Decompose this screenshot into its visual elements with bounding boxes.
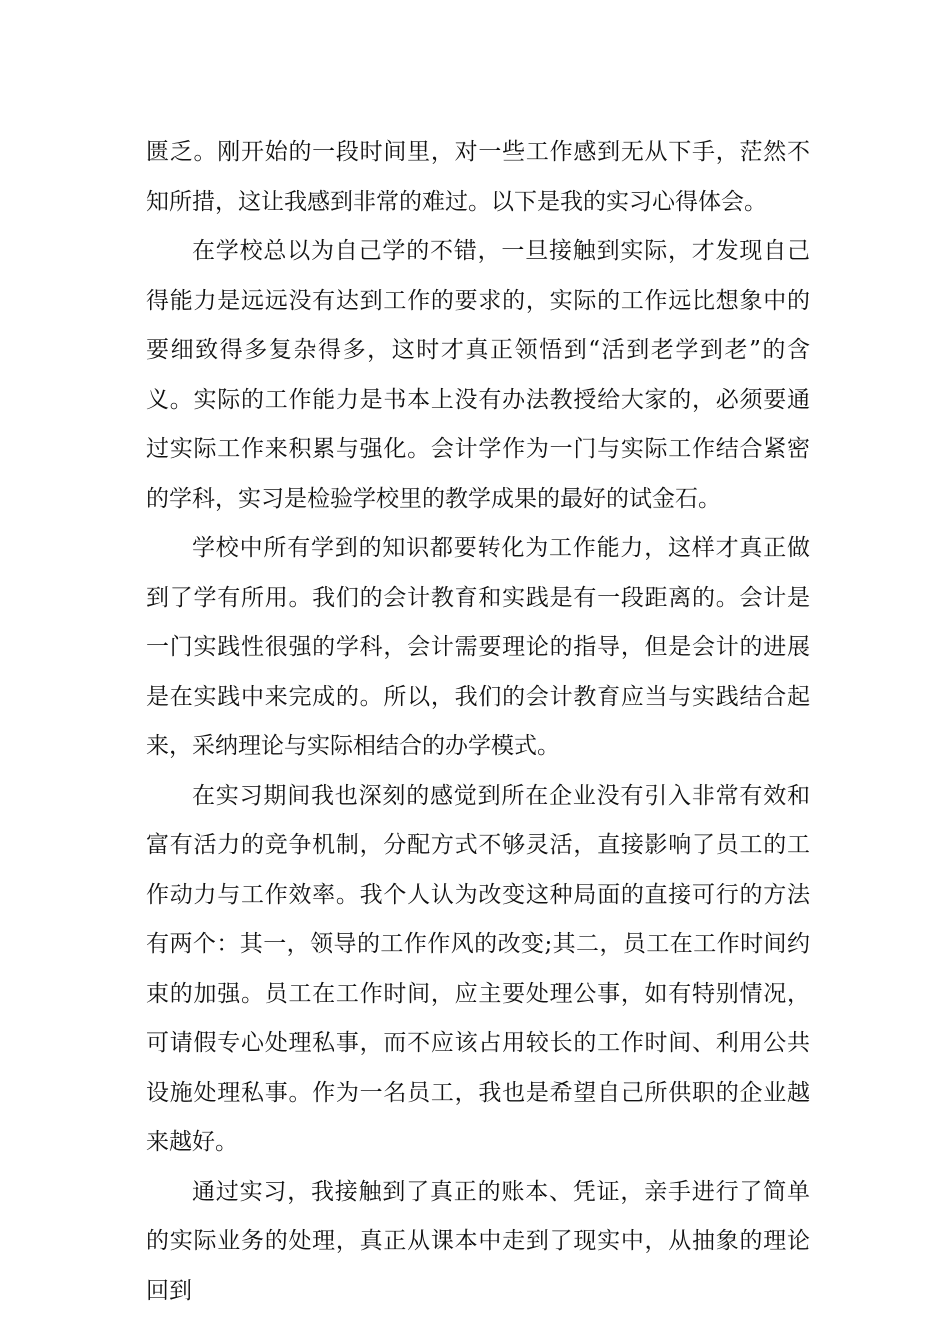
paragraph-3: 学校中所有学到的知识都要转化为工作能力，这样才真正做到了学有所用。我们的会计教育和实践是有一段距离的。会计是一门实践性很强的学科，会计需要理论的指导，但是会计的进展是在实践中来完成的。所以，我们的会计教育应当与实践结合起来，采纳理论与实际相结合的办学模式。 <box>146 535 810 759</box>
document-body <box>146 128 810 1316</box>
paragraph-4: 在实习期间我也深刻的感觉到所在企业没有引入非常有效和富有活力的竞争机制，分配方式不够灵活，直接影响了员工的工作动力与工作效率。我个人认为改变这种局面的直接可行的方法有两个：其一，领导的工作作风的改变;其二，员工在工作时间约束的加强。员工在工作时间，应主要处理公事，如有特别情况，可请假专心处理私事，而不应该占用较长的工作时间、利用公共设施处理私事。作为一名员工，我也是希望自己所供职的企业越来越好。 <box>146 782 810 1155</box>
paragraph-2: 在学校总以为自己学的不错，一旦接触到实际，才发现自己得能力是远远没有达到工作的要求的，实际的工作远比想象中的要细致得多复杂得多，这时才真正领悟到“活到老学到老”的含义。实际的工作能力是书本上没有办法教授给大家的，必须要通过实际工作来积累与强化。会计学作为一门与实际工作结合紧密的学科，实习是检验学校里的教学成果的最好的试金石。 <box>146 238 810 512</box>
paragraph-1: 匮乏。刚开始的一段时间里，对一些工作感到无从下手，茫然不知所措，这让我感到非常的难过。以下是我的实习心得体会。 <box>146 139 810 215</box>
paragraph-5: 通过实习，我接触到了真正的账本、凭证，亲手进行了简单的实际业务的处理，真正从课本中走到了现实中，从抽象的理论回到 <box>146 1178 810 1304</box>
